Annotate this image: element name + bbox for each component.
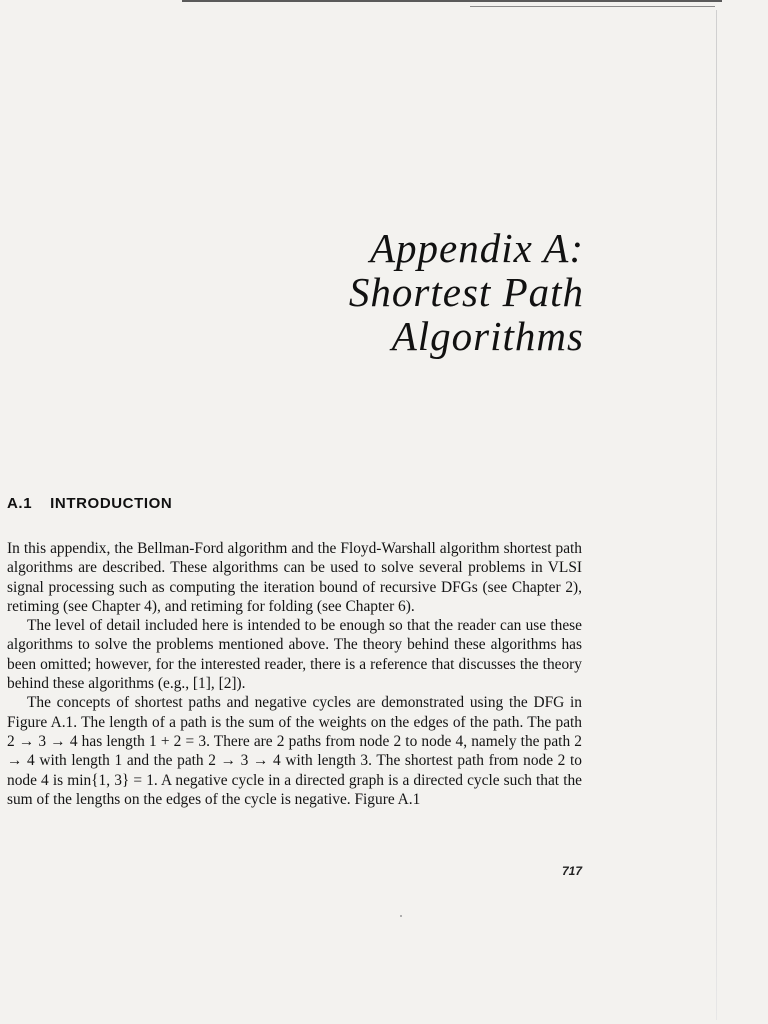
paragraph-3: The concepts of shortest paths and negative cycles are demonstrated using the DFG in Figure A.1. The length of a path is the sum of the weights on the edges of the path. The path 2 → 3 → 4 has length 1 + 2 = 3. There are 2 paths from node 2 to node 4, namely the path 2 → 4 with length 1 and the path 2 → 3 → 4 with length 3. The shortest path from node 2 to node 4 is min{1, 3} = 1. A negative cycle in a directed graph is a directed cycle such that the sum of the lengths on the edges of the cycle is negative. Figure A.1 xyxy=(7,694,582,808)
section-title: INTRODUCTION xyxy=(50,495,173,512)
appendix-title xyxy=(349,226,584,358)
body-text xyxy=(7,539,582,809)
paragraph-2: The level of detail included here is intended to be enough so that the reader can use these algorithms to solve the problems mentioned above. The theory behind these algorithms has been omitted; however, for the interested reader, there is a reference that discusses the theory behind these algorithms (e.g., [1], [2]). xyxy=(7,617,582,693)
paragraph-1: In this appendix, the Bellman-Ford algorithm and the Floyd-Warshall algorithm shortest path algorithms are described. These algorithms can be used to solve several problems in VLSI signal processing such as computing the iteration bound of recursive DFGs (see Chapter 2), retiming (see Chapter 4), and retiming for folding (see Chapter 6). xyxy=(7,540,582,615)
section-heading xyxy=(7,495,172,512)
scan-border-top xyxy=(182,0,722,2)
page-number: 717 xyxy=(561,864,582,878)
title-line-2: Shortest Path xyxy=(348,269,584,315)
section-number: A.1 xyxy=(7,495,33,512)
title-line-3: Algorithms xyxy=(391,313,584,359)
scan-border-top-secondary xyxy=(470,6,715,7)
page-right-edge xyxy=(716,10,717,1020)
title-line-1: Appendix A: xyxy=(369,225,584,271)
scan-speck xyxy=(400,915,402,917)
